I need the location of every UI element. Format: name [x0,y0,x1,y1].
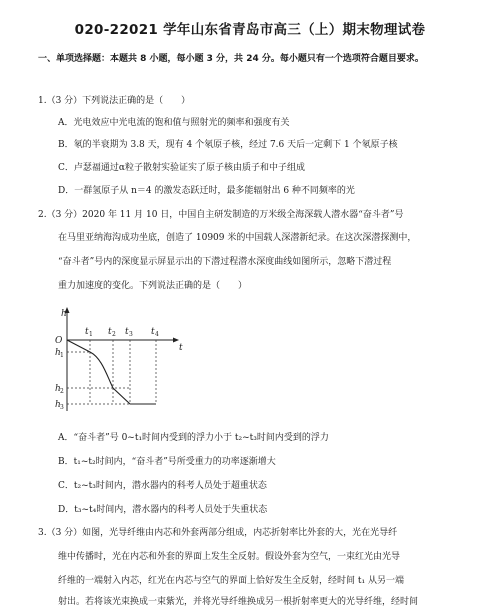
t4-label: t [151,327,155,337]
t1-subscript: 1 [89,331,93,338]
t3-subscript: 3 [129,331,133,338]
h1-subscript: 1 [60,352,64,359]
question-2-option-b: B．t₁~t₂时间内，“奋斗者”号所受重力的功率逐渐增大 [58,457,276,467]
x-axis-arrow [173,338,179,343]
t2-label: t [108,327,112,337]
exam-title: 020-22021 学年山东省青岛市高三（上）期末物理试卷 [74,22,426,38]
y-axis-label: h [61,309,67,319]
depth-time-graph [52,306,192,418]
h2-label: h [55,384,61,394]
h3-subscript: 3 [60,404,64,411]
x-axis-label: t [179,343,183,353]
h2-subscript: 2 [60,388,64,395]
question-2-option-d: D．t₃~t₄时间内，潜水器内的科考人员处于失重状态 [58,505,268,515]
t2-subscript: 2 [112,331,116,338]
depth-curve [67,340,156,404]
question-2-stem-line-3: “奋斗者”号内的深度显示屏显示出的下潜过程潜水深度曲线如图所示，忽略下潜过程 [58,257,392,267]
h3-label: h [55,400,61,410]
question-1-option-a: A．光电效应中光电流的饱和值与照射光的频率和强度有关 [58,118,290,128]
question-2-option-c: C．t₂~t₃时间内，潜水器内的科考人员处于超重状态 [58,481,267,491]
t4-subscript: 4 [155,331,159,338]
question-1-option-b: B．氡的半衰期为 3.8 天，现有 4 个氡原子核，经过 7.6 天后一定剩下 1 个氡原子核 [58,140,398,150]
question-2-option-a: A．“奋斗者”号 0~t₁时间内受到的浮力小于 t₂~t₃时间内受到的浮力 [58,433,329,443]
h1-label: h [55,348,61,358]
question-1-option-c: C．卢瑟福通过α粒子散射实验证实了原子核由质子和中子组成 [58,163,305,173]
question-2-stem-line-2: 在马里亚纳海沟成功坐底，创造了 10909 米的中国载人深潜新纪录。在这次深潜探测中， [58,233,417,243]
question-2-stem-line-1: 2.（3 分）2020 年 11 月 10 日，中国自主研发制造的万米级全海深载人潜水器“奋斗者”号 [38,210,404,220]
question-2-stem-line-4: 重力加速度的变化。下列说法正确的是（ ） [58,281,248,291]
question-3-stem-line-2: 维中传播时，光在内芯和外套的界面上发生全反射。假设外套为空气，一束红光由光导 [58,552,401,562]
section-heading: 一、单项选择题：本题共 8 小题，每小题 3 分，共 24 分。每小题只有一个选项符合题目要求。 [38,54,424,64]
t1-label: t [85,327,89,337]
question-1-option-d: D．一群氢原子从 n＝4 的激发态跃迁时，最多能辐射出 6 种不同频率的光 [58,186,355,196]
t3-label: t [125,327,129,337]
dashed-guides [67,340,156,404]
origin-label: O [55,336,63,346]
question-3-stem-line-4: 射出。若将该光束换成一束紫光，并将光导纤维换成另一根折射率更大的光导纤维，经时间 [58,597,419,607]
question-3-stem-line-1: 3.（3 分）如图，光导纤维由内芯和外套两部分组成，内芯折射率比外套的大，光在光导纤 [38,528,398,538]
question-1-stem: 1.（3 分）下列说法正确的是（ ） [38,96,191,106]
question-3-stem-line-3: 纤维的一端射入内芯，红光在内芯与空气的界面上恰好发生全反射，经时间 t₁ 从另一端 [58,576,404,586]
